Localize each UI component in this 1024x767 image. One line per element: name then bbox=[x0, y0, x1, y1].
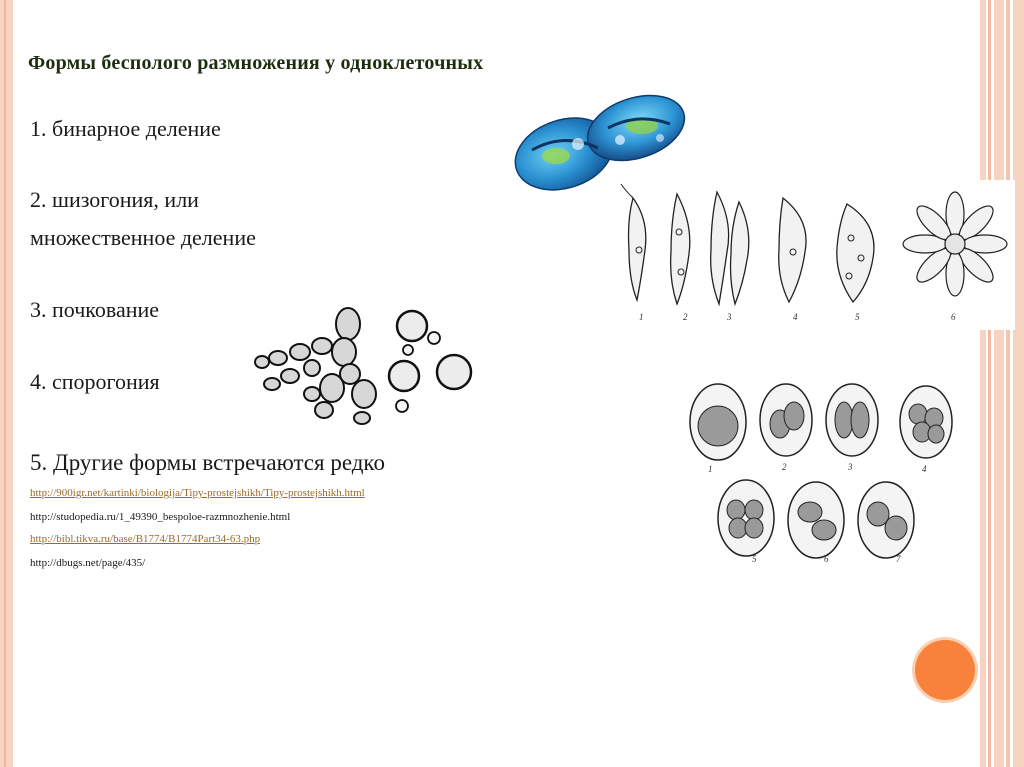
sporogony-label-7: 7 bbox=[896, 554, 901, 564]
binary-division-image bbox=[512, 92, 690, 194]
right-decor-bar-4 bbox=[1006, 0, 1010, 767]
right-decor-bar-5 bbox=[1013, 0, 1024, 767]
schizogony-label-4: 4 bbox=[793, 312, 798, 322]
sporogony-label-4: 4 bbox=[922, 464, 927, 474]
item-sporogony: 4. спорогония bbox=[30, 369, 160, 394]
sporogony-label-1: 1 bbox=[708, 464, 713, 474]
schizogony-label-1: 1 bbox=[639, 312, 644, 322]
schizogony-label-5: 5 bbox=[855, 312, 860, 322]
right-decor-bar-1 bbox=[980, 0, 986, 767]
source-link-2: http://studopedia.ru/1_49390_bespoloe-razmnozhenie.html bbox=[30, 511, 291, 523]
schizogony-image bbox=[615, 180, 1015, 330]
schizogony-label-3: 3 bbox=[727, 312, 732, 322]
item-schizogony: 2. шизогония, или bbox=[30, 187, 199, 212]
budding-image bbox=[252, 302, 477, 432]
item-other-forms: 5. Другие формы встречаются редко bbox=[30, 450, 385, 475]
slide-title: Формы бесполого размножения у одноклеточных bbox=[28, 52, 484, 74]
schizogony-label-2: 2 bbox=[683, 312, 688, 322]
right-decor-bar-2 bbox=[988, 0, 991, 767]
sporogony-image bbox=[686, 378, 962, 564]
source-link-3[interactable]: http://bibl.tikva.ru/base/B1774/B1774Part34-63.php bbox=[30, 533, 261, 545]
left-decor-bar bbox=[0, 0, 13, 767]
source-link-4: http://dbugs.net/page/435/ bbox=[30, 557, 146, 569]
sporogony-label-5: 5 bbox=[752, 554, 757, 564]
item-budding: 3. почкование bbox=[30, 297, 160, 322]
item-multiple-division: множественное деление bbox=[30, 225, 256, 250]
right-decor-bar-3 bbox=[994, 0, 1004, 767]
decor-orange-circle bbox=[915, 640, 975, 700]
source-link-1[interactable]: http://900igr.net/kartinki/biologija/Tipy-prostejshikh/Tipy-prostejshikh.html bbox=[30, 487, 365, 499]
right-decor-bars bbox=[980, 0, 1024, 767]
item-binary-division: 1. бинарное деление bbox=[30, 116, 221, 141]
left-decor-line bbox=[4, 0, 6, 767]
sporogony-label-3: 3 bbox=[848, 462, 853, 472]
sporogony-label-6: 6 bbox=[824, 554, 829, 564]
schizogony-label-6: 6 bbox=[951, 312, 956, 322]
sporogony-label-2: 2 bbox=[782, 462, 787, 472]
